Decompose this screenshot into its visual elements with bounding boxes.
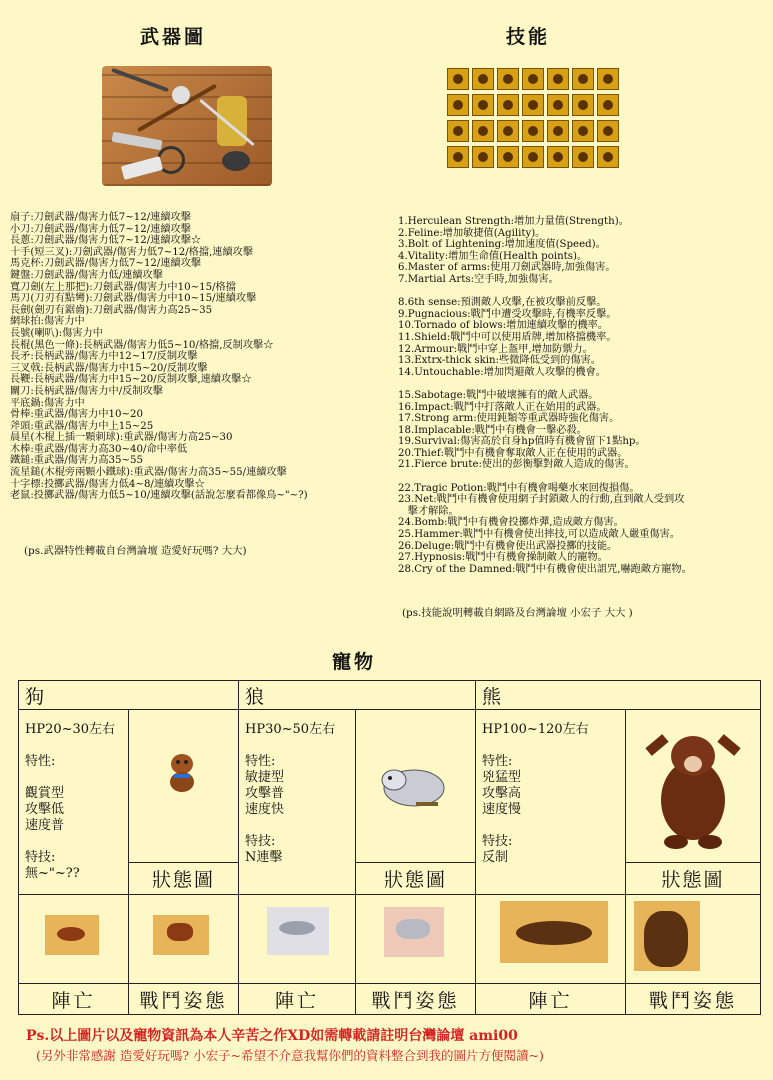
dog-death-label: 陣亡	[19, 984, 129, 1015]
skill-icon	[522, 94, 544, 116]
skill-item: 9.Pugnacious:戰鬥中遭受攻擊時,有機率反擊。	[398, 308, 617, 320]
skills-list	[398, 216, 692, 575]
pet-trait: 速度慢	[482, 802, 522, 817]
skill-item: 4.Vitality:增加生命值(Health points)。	[398, 250, 588, 262]
skill-item: 28.Cry of the Damned:戰鬥中有機會使出詛咒,嚇跑敵方寵物。	[398, 563, 692, 575]
weapon-item: 長鞭:長柄武器/傷害力中15~20/反制攻擊,連續攻擊☆	[10, 374, 252, 386]
skill-icon	[497, 68, 519, 90]
weapon-item: 寬刀劍(左上那把):刀劍武器/傷害力中10~15/格擋	[10, 281, 236, 293]
skill-item: 6.Master of arms:使用刀劍武器時,加強傷害。	[398, 262, 616, 274]
skill-icon	[522, 120, 544, 142]
pet-trait: 攻擊普	[245, 786, 285, 801]
weapon-item: 長號(喇叭):傷害力中	[10, 327, 103, 339]
trait-label: 特性:	[245, 754, 276, 769]
bear-battle-image	[626, 895, 761, 984]
skill-item: 17.Strong arm:使用鈍類等重武器時強化傷害。	[398, 413, 620, 425]
skill-icon	[572, 146, 594, 168]
skill-item: 7.Martial Arts:空手時,加強傷害。	[398, 273, 559, 285]
skill-item: 擊才解除。	[398, 505, 459, 517]
skill-item: 26.Deluge:戰鬥中有機會使出武器投擲的技能。	[398, 540, 618, 552]
skill-item: 1.Herculean Strength:增加力量值(Strength)。	[398, 216, 629, 227]
bear-status-image	[626, 710, 761, 863]
pet-skill: 反制	[482, 850, 509, 865]
skill-icon	[547, 120, 569, 142]
weapon-item: 斧頭:重武器/傷害力中上15~25	[10, 420, 154, 432]
skill-label: 特技:	[25, 850, 56, 865]
weapon-item: 十手(短三叉):刀劍武器/傷害力低7~12/格擋,連續攻擊	[10, 246, 254, 258]
bear-sprite	[640, 722, 746, 854]
pet-trait: 攻擊高	[482, 786, 522, 801]
skills-icon-grid	[447, 68, 623, 172]
skill-icon	[472, 94, 494, 116]
pet-name-bear: 熊	[476, 681, 761, 710]
pet-trait: 敏捷型	[245, 770, 285, 785]
skill-label: 特技:	[482, 834, 513, 849]
weapon-item: 流星鎚(木棍旁兩顆小鐵球):重武器/傷害力高35~55/連續攻擊	[10, 467, 287, 479]
skill-icon	[547, 94, 569, 116]
weapon-item: 三叉戟:長柄武器/傷害力中15~20/反制攻擊	[10, 362, 208, 374]
weapon-item: 木棒:重武器/傷害力高30~40/命中率低	[10, 443, 188, 455]
skill-item: 18.Implacable:戰鬥中有機會一擊必殺。	[398, 424, 587, 436]
pet-info-bear	[476, 710, 626, 895]
skill-icon	[597, 120, 619, 142]
skill-icon	[572, 68, 594, 90]
pet-trait: 兇猛型	[482, 770, 522, 785]
skill-label: 特技:	[245, 834, 276, 849]
skill-group-gap	[398, 378, 692, 390]
weapon-item: 平底鍋:傷害力中	[10, 397, 85, 409]
skill-icon	[447, 146, 469, 168]
weapon-item: 長劍(劍刃有鋸齒):刀劍武器/傷害力高25~35	[10, 304, 213, 316]
skill-item: 16.Impact:戰鬥中打落敵人正在始用的武器。	[398, 401, 607, 413]
wolf-status-image	[356, 710, 476, 863]
skill-icon	[522, 68, 544, 90]
pets-title: 寵物	[332, 651, 377, 673]
skill-icon	[497, 120, 519, 142]
skill-icon	[547, 146, 569, 168]
skill-item: 8.6th sense:預測敵人攻擊,在被攻擊前反擊。	[398, 297, 607, 309]
weapon-item: 骨棒:重武器/傷害力中10~20	[10, 409, 144, 421]
weapon-item: 晨星(木棍上插一顆刺球):重武器/傷害力高25~30	[10, 432, 233, 444]
weapon-item: 長蔥:刀劍武器/傷害力低7~12/連續攻擊☆	[10, 235, 202, 247]
wolf-battle-label: 戰鬥姿態	[356, 984, 476, 1015]
weapon-item: 網球拍:傷害力中	[10, 316, 85, 328]
pet-hp: HP30~50左右	[245, 722, 336, 737]
bear-battle-label: 戰鬥姿態	[626, 984, 761, 1015]
weapons-note: (ps.武器特性轉載自台灣論壇 造愛好玩嗎? 大大)	[24, 545, 247, 557]
skills-note: (ps.技能說明轉載自網路及台灣論壇 小宏子 大大 )	[402, 607, 633, 619]
footer-credit: Ps.以上圖片以及寵物資訊為本人辛苦之作XD如需轉載請註明台灣論壇 ami00	[26, 1028, 518, 1044]
weapon-item: 老鼠:投擲武器/傷害力低5~10/連續攻擊(話說怎麼看都像鳥~"~?)	[10, 490, 308, 502]
dog-status-label: 狀態圖	[129, 863, 239, 895]
skill-icon	[547, 68, 569, 90]
skill-item: 25.Hammer:戰鬥中有機會使出摔技,可以造成敵人嚴重傷害。	[398, 529, 680, 541]
skill-icon	[497, 94, 519, 116]
wolf-death-label: 陣亡	[239, 984, 356, 1015]
weapons-list	[10, 212, 308, 502]
skill-icon	[597, 68, 619, 90]
skill-item: 14.Untouchable:增加閃避敵人攻擊的機會。	[398, 366, 606, 378]
skill-item: 2.Feline:增加敏捷值(Agility)。	[398, 227, 546, 239]
bear-death-image	[476, 895, 626, 984]
skill-item: 22.Tragic Potion:戰鬥中有機會喝藥水來回復損傷。	[398, 482, 640, 494]
pet-info-dog	[19, 710, 129, 895]
dog-battle-image	[129, 895, 239, 984]
skill-icon	[447, 68, 469, 90]
dog-sprite	[164, 750, 200, 794]
footer-thanks: (另外非常感謝 造愛好玩嗎? 小宏子~希望不介意我幫你們的資料整合到我的圖片方便閱讀~)	[36, 1048, 544, 1063]
skill-item: 27.Hypnosis:戰鬥中有機會操制敵人的寵物。	[398, 552, 608, 564]
pet-info-wolf	[239, 710, 356, 895]
skill-item: 15.Sabotage:戰鬥中破壞擁有的敵人武器。	[398, 389, 599, 401]
skill-item: 3.Bolt of Lightening:增加速度值(Speed)。	[398, 239, 606, 251]
bear-status-label: 狀態圖	[626, 863, 761, 895]
dog-status-image	[129, 710, 239, 863]
weapon-item: 長棍(黑色一條):長柄武器/傷害力低5~10/格擋,反制攻擊☆	[10, 339, 274, 351]
skill-icon	[572, 120, 594, 142]
weapons-title: 武器圖	[140, 26, 207, 48]
skill-icon	[497, 146, 519, 168]
skill-icon	[447, 120, 469, 142]
dog-battle-label: 戰鬥姿態	[129, 984, 239, 1015]
skill-item: 19.Survival:傷害高於自身hp值時有機會留下1點hp。	[398, 436, 646, 448]
skill-item: 11.Shield:戰鬥中可以使用盾牌,增加格擋機率。	[398, 331, 617, 343]
weapon-item: 關刀:長柄武器/傷害力中/反制攻擊	[10, 385, 163, 397]
bear-death-label: 陣亡	[476, 984, 626, 1015]
skill-group-gap	[398, 286, 692, 298]
skills-title: 技能	[506, 26, 551, 48]
skill-icon	[597, 94, 619, 116]
skill-item: 10.Tornado of blows:增加連續攻擊的機率。	[398, 320, 609, 332]
pet-skill: 無~"~??	[25, 866, 80, 881]
pet-name-wolf: 狼	[239, 681, 476, 710]
wolf-sprite	[376, 760, 452, 812]
weapon-item: 扇子:刀劍武器/傷害力低7~12/連續攻擊	[10, 212, 191, 223]
pet-trait: 觀賞型	[25, 786, 65, 801]
pet-hp: HP100~120左右	[482, 722, 589, 737]
pet-trait: 速度快	[245, 802, 285, 817]
pet-name-dog: 狗	[19, 681, 239, 710]
weapon-item: 鍵盤:刀劍武器/傷害力低/連續攻擊	[10, 269, 163, 281]
pet-hp: HP20~30左右	[25, 722, 116, 737]
skill-item: 13.Extrx-thick skin:些微降低受到的傷害。	[398, 355, 601, 367]
skill-item: 12.Armour:戰鬥中穿上盔甲,增加防禦力。	[398, 343, 593, 355]
skill-icon	[472, 68, 494, 90]
trait-label: 特性:	[482, 754, 513, 769]
wolf-status-label: 狀態圖	[356, 863, 476, 895]
skill-icon	[597, 146, 619, 168]
dog-death-image	[19, 895, 129, 984]
weapon-item: 十字標:投擲武器/傷害力低4~8/連續攻擊☆	[10, 478, 205, 490]
weapon-item: 小刀:刀劍武器/傷害力低7~12/連續攻擊	[10, 223, 191, 235]
weapon-item: 馬刀(刀刃有點彎):刀劍武器/傷害力中10~15/連續攻擊	[10, 293, 257, 305]
skill-icon	[522, 146, 544, 168]
skill-group-gap	[398, 471, 692, 483]
weapons-image	[102, 66, 272, 186]
trait-label: 特性:	[25, 754, 56, 769]
pet-trait: 攻擊低	[25, 802, 65, 817]
skill-icon	[472, 120, 494, 142]
weapon-item: 長矛:長柄武器/傷害力中12~17/反制攻擊	[10, 351, 198, 363]
skill-icon	[447, 94, 469, 116]
weapon-item: 鐵鎚:重武器/傷害力高35~55	[10, 455, 144, 467]
weapon-item: 馬克杯:刀劍武器/傷害力低7~12/連續攻擊	[10, 258, 202, 270]
skill-item: 21.Fierce brute:使出的彭衡擊對敵人造成的傷害。	[398, 459, 635, 471]
wolf-death-image	[239, 895, 356, 984]
skill-item: 24.Bomb:戰鬥中有機會投擲炸彈,造成敵方傷害。	[398, 517, 624, 529]
skill-item: 23.Net:戰鬥中有機會使用網子封鎖敵人的行動,直到敵人受到攻	[398, 494, 685, 506]
pet-trait: 速度普	[25, 818, 65, 833]
pets-table	[18, 680, 761, 1015]
skill-icon	[472, 146, 494, 168]
skill-icon	[572, 94, 594, 116]
wolf-battle-image	[356, 895, 476, 984]
pet-skill: N連擊	[245, 850, 283, 865]
skill-item: 20.Thief:戰鬥中有機會奪取敵人正在使用的武器。	[398, 447, 628, 459]
